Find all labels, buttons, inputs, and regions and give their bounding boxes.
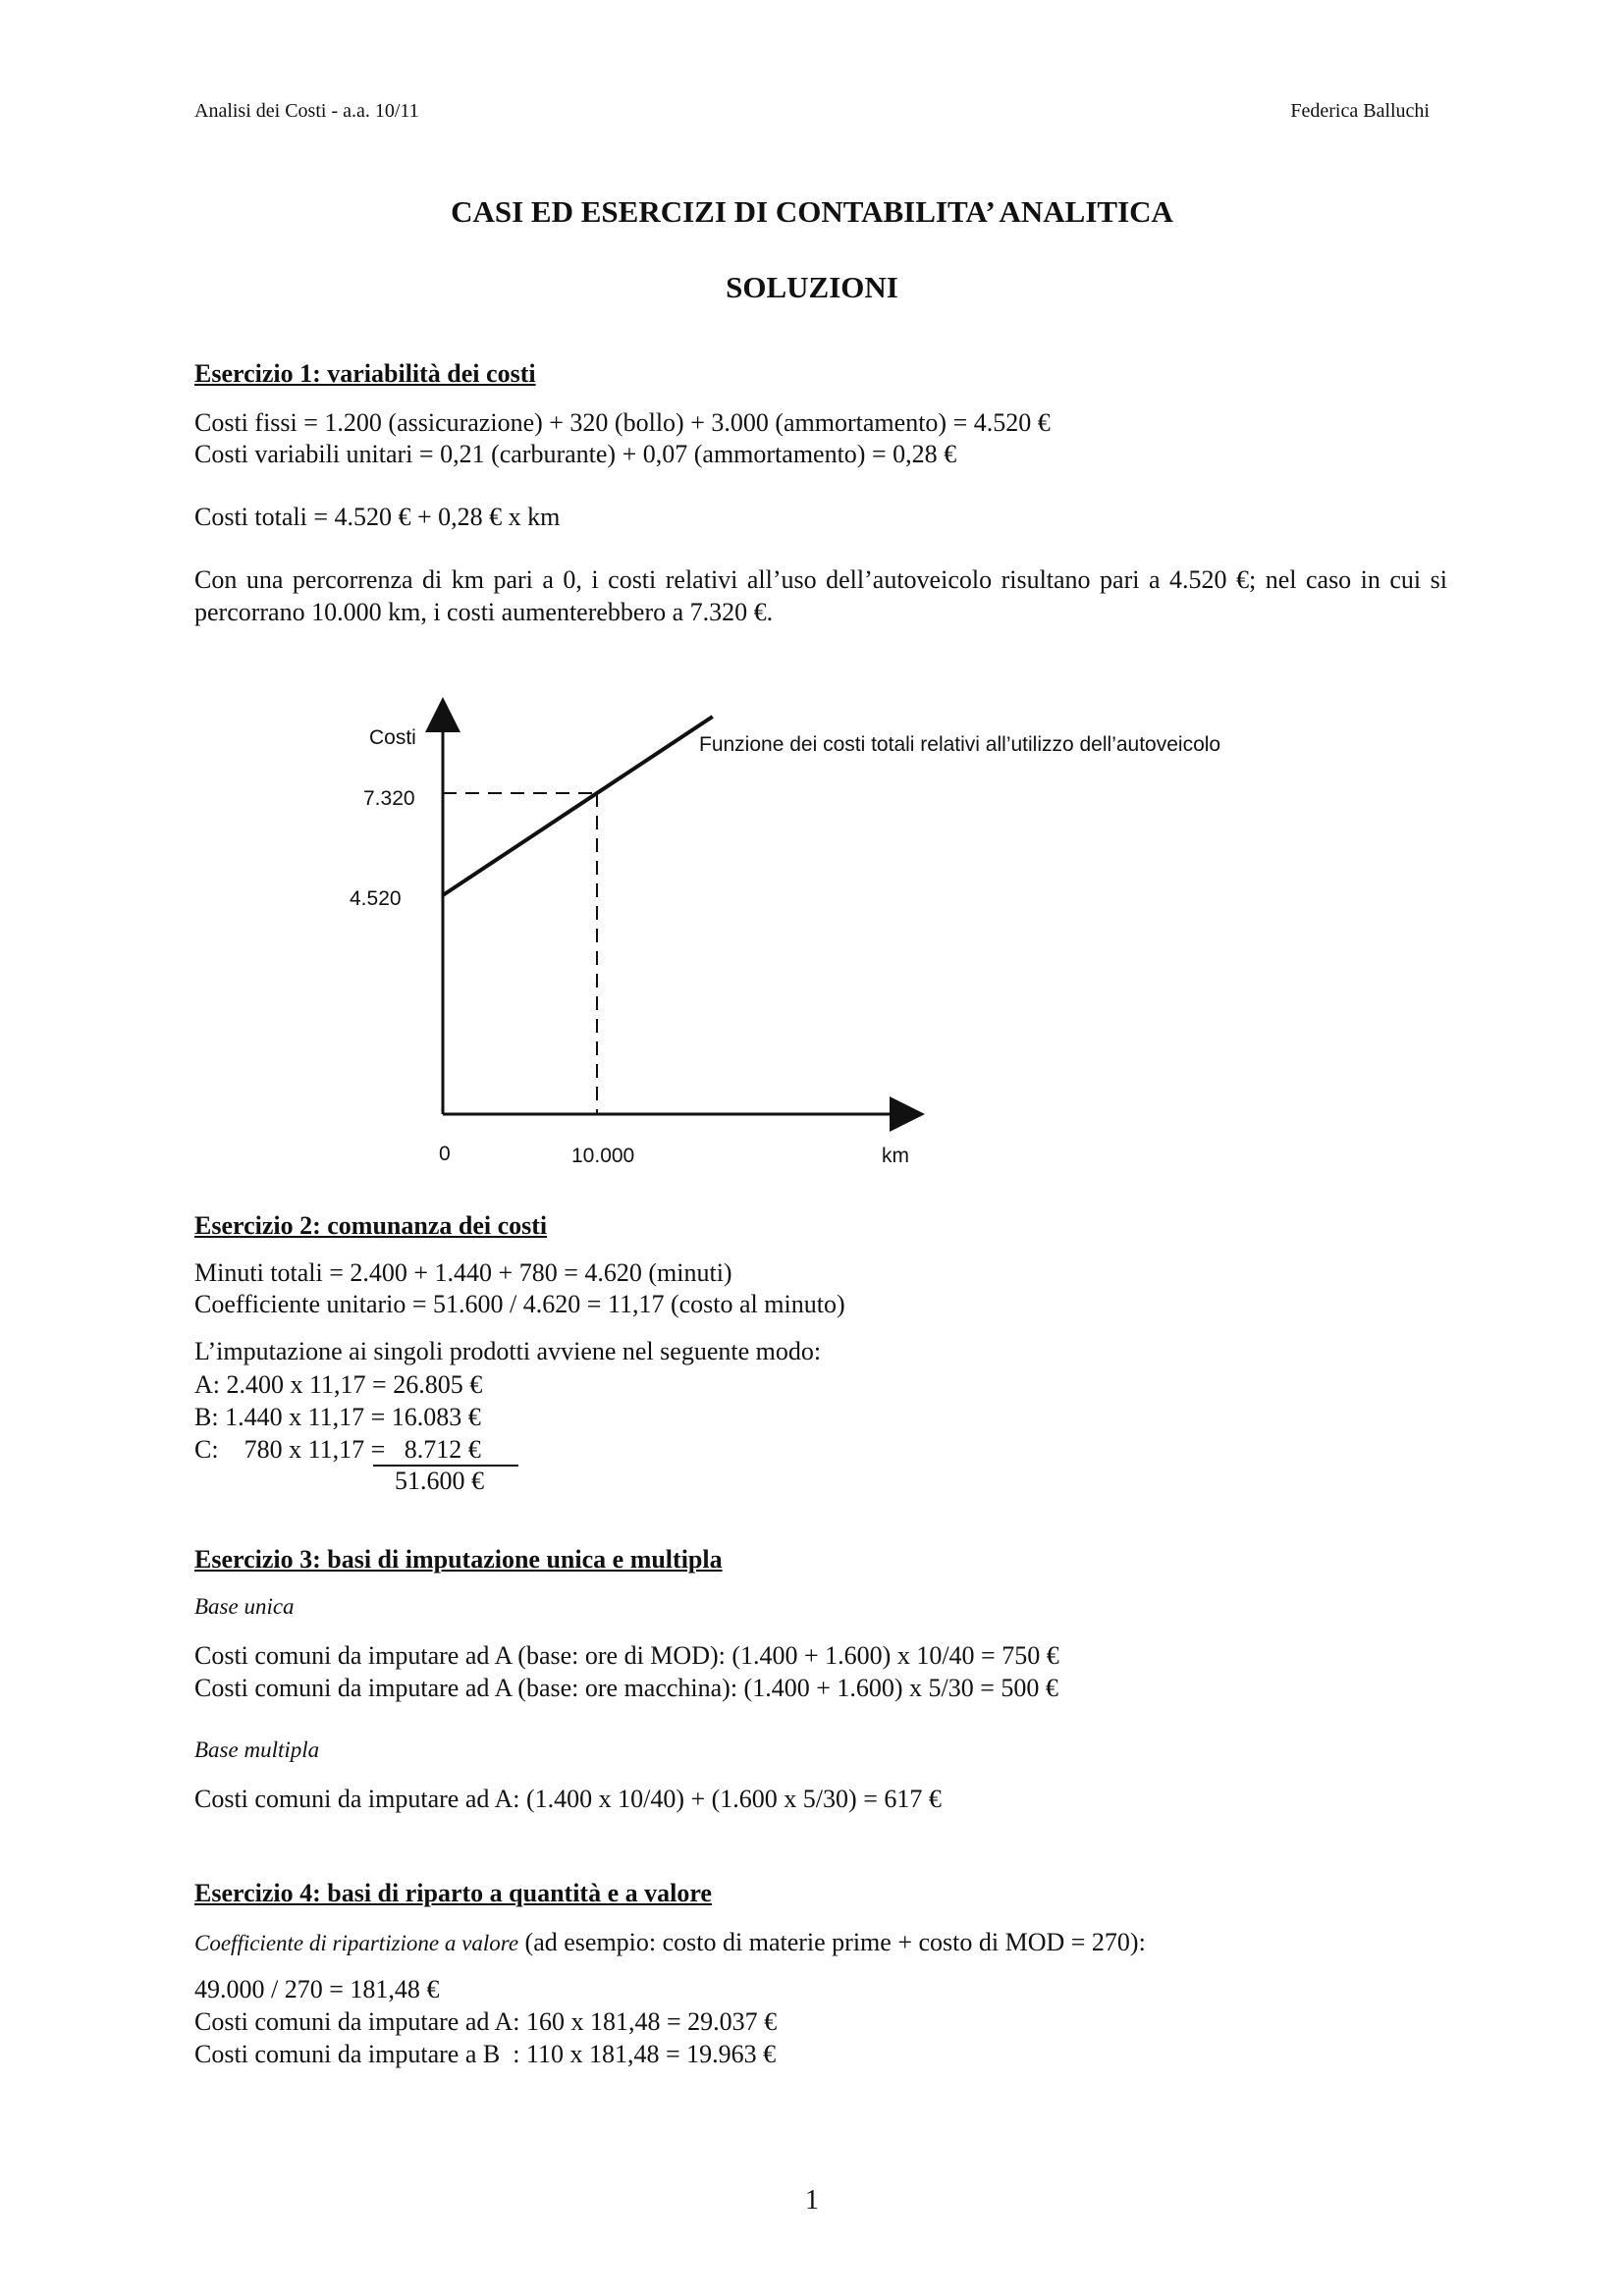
- ex4-coefficient-italic: Coefficiente di ripartizione a valore: [194, 1931, 519, 1955]
- ex2-allocation-intro: L’imputazione ai singoli prodotti avviene nel seguente modo:: [194, 1337, 822, 1365]
- ex2-row-c: C: 780 x 11,17 = 8.712 €: [194, 1435, 481, 1464]
- ex2-unit-coefficient: Coefficiente unitario = 51.600 / 4.620 = 11,17 (costo al minuto): [194, 1290, 845, 1318]
- y-axis-label: Costi: [369, 726, 416, 749]
- ex4-coefficient-line: [194, 1928, 1146, 1957]
- ex4-line-ratio: 49.000 / 270 = 181,48 €: [194, 1975, 440, 2003]
- y-tick-label-4520: 4.520: [350, 887, 402, 910]
- x-tick-label-10000: 10.000: [571, 1145, 635, 1167]
- ex1-fixed-costs: Costi fissi = 1.200 (assicurazione) + 320 (bollo) + 3.000 (ammortamento) = 4.520 €: [194, 408, 1051, 437]
- ex4-line-b: Costi comuni da imputare a B : 110 x 181,48 = 19.963 €: [194, 2040, 777, 2068]
- series-annotation: Funzione dei costi totali relativi all’utilizzo dell’autoveicolo: [699, 733, 1221, 756]
- ex1-heading: Esercizio 1: variabilità dei costi: [194, 359, 536, 388]
- ex1-total-costs: Costi totali = 4.520 € + 0,28 € x km: [194, 503, 561, 531]
- ex1-variable-costs: Costi variabili unitari = 0,21 (carburante) + 0,07 (ammortamento) = 0,28 €: [194, 440, 957, 468]
- ex4-line-a: Costi comuni da imputare ad A: 160 x 181,48 = 29.037 €: [194, 2007, 778, 2036]
- ex4-heading: Esercizio 4: basi di riparto a quantità e a valore: [194, 1879, 712, 1907]
- ex3-line-multiple: Costi comuni da imputare ad A: (1.400 x 10/40) + (1.600 x 5/30) = 617 €: [194, 1785, 942, 1813]
- ex3-sub-base-multipla: Base multipla: [194, 1737, 320, 1762]
- ex2-total-minutes: Minuti totali = 2.400 + 1.440 + 780 = 4.620 (minuti): [194, 1258, 732, 1287]
- ex3-sub-base-unica: Base unica: [194, 1594, 295, 1619]
- x-axis-label: km: [882, 1145, 909, 1167]
- ex2-total: 51.600 €: [395, 1467, 484, 1495]
- ex1-paragraph: Con una percorrenza di km pari a 0, i costi relativi all’uso dell’autoveicolo risultano pari a 4.520 €; nel caso in cui si percorrano 10.000 km, i costi aumenterebbero a 7.320 €.: [194, 565, 1447, 626]
- ex3-line-machine: Costi comuni da imputare ad A (base: ore macchina): (1.400 + 1.600) x 5/30 = 500 €: [194, 1674, 1058, 1702]
- ex2-heading: Esercizio 2: comunanza dei costi: [194, 1211, 548, 1240]
- document-subtitle: SOLUZIONI: [726, 270, 898, 304]
- ex3-line-mod: Costi comuni da imputare ad A (base: ore di MOD): (1.400 + 1.600) x 10/40 = 750 €: [194, 1641, 1059, 1670]
- ex2-row-b: B: 1.440 x 11,17 = 16.083 €: [194, 1403, 481, 1431]
- y-tick-label-7320: 7.320: [363, 787, 415, 810]
- ex2-row-a: A: 2.400 x 11,17 = 26.805 €: [194, 1370, 483, 1399]
- header-author: Federica Balluchi: [1290, 100, 1430, 122]
- ex3-heading: Esercizio 3: basi di imputazione unica e multipla: [194, 1545, 723, 1574]
- document-title: CASI ED ESERCIZI DI CONTABILITA’ ANALITICA: [451, 194, 1173, 229]
- header-course: Analisi dei Costi - a.a. 10/11: [194, 100, 419, 122]
- x-tick-label-0: 0: [439, 1143, 451, 1165]
- cost-function-line: [443, 717, 713, 895]
- page-number: 1: [805, 2185, 819, 2216]
- ex4-coefficient-rest: (ad esempio: costo di materie prime + costo di MOD = 270):: [518, 1928, 1146, 1956]
